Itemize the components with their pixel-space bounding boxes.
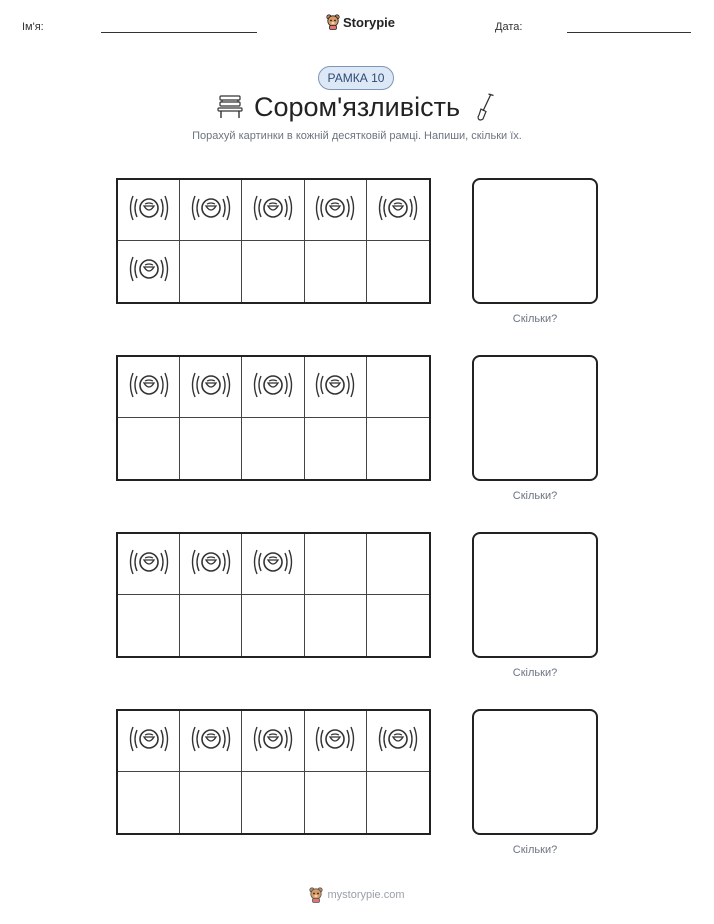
frame-cell (118, 418, 180, 479)
shy-face-icon (126, 368, 172, 407)
frame-cell (180, 418, 242, 479)
how-many-label: Скільки? (512, 490, 558, 502)
ten-frame (116, 709, 431, 835)
frame-cell (305, 418, 367, 479)
frame-cell (305, 357, 367, 418)
shy-face-icon (188, 368, 234, 407)
ten-frame (116, 178, 431, 304)
frame-cell (367, 180, 429, 241)
ten-frame (116, 355, 431, 481)
answer-box[interactable] (472, 709, 598, 835)
frame-cell (305, 595, 367, 656)
frame-cell (367, 418, 429, 479)
shy-face-icon (250, 545, 296, 584)
frame-cell (242, 534, 304, 595)
frame-cell (118, 180, 180, 241)
footer-site: mystorypie.com (327, 889, 405, 901)
bear-mascot-icon (326, 14, 340, 30)
frame-cell (118, 357, 180, 418)
answer-box[interactable] (472, 178, 598, 304)
frame-cell (118, 711, 180, 772)
frame-cell (367, 711, 429, 772)
name-label: Ім'я: (22, 21, 44, 33)
shy-face-icon (188, 191, 234, 230)
how-many-label: Скільки? (512, 667, 558, 679)
shy-face-icon (250, 191, 296, 230)
frame-cell (180, 711, 242, 772)
frame-cell (242, 357, 304, 418)
shy-face-icon (250, 722, 296, 761)
shy-face-icon (312, 722, 358, 761)
shy-face-icon (126, 545, 172, 584)
shy-face-icon (312, 191, 358, 230)
frame-cell (242, 772, 304, 833)
shy-face-icon (126, 722, 172, 761)
instructions: Порахуй картинки в кожній десятковій рамці. Напиши, скільки їх. (192, 130, 522, 142)
frame-cell (242, 180, 304, 241)
how-many-label: Скільки? (512, 313, 558, 325)
answer-box[interactable] (472, 355, 598, 481)
shy-face-icon (312, 368, 358, 407)
frame-cell (305, 711, 367, 772)
shy-face-icon (375, 191, 421, 230)
date-line[interactable] (567, 32, 691, 33)
how-many-label: Скільки? (512, 844, 558, 856)
frame-cell (367, 595, 429, 656)
frame-cell (118, 595, 180, 656)
shy-face-icon (188, 545, 234, 584)
shy-face-icon (375, 722, 421, 761)
frame-cell (305, 241, 367, 302)
frame-cell (305, 534, 367, 595)
frame-badge: РАМКА 10 (318, 66, 394, 90)
shy-face-icon (126, 252, 172, 291)
answer-box[interactable] (472, 532, 598, 658)
frame-cell (242, 241, 304, 302)
shy-face-icon (126, 191, 172, 230)
frame-cell (180, 357, 242, 418)
brand-logo (326, 14, 395, 30)
footer (0, 887, 714, 903)
frame-cell (180, 241, 242, 302)
frame-cell (305, 180, 367, 241)
shy-face-icon (250, 368, 296, 407)
frame-cell (242, 711, 304, 772)
bear-mascot-icon (309, 887, 323, 903)
frame-cell (242, 595, 304, 656)
frame-cell (305, 772, 367, 833)
frame-cell (367, 241, 429, 302)
ten-frame (116, 532, 431, 658)
frame-cell (180, 534, 242, 595)
shovel-icon (474, 92, 496, 122)
frame-cell (367, 357, 429, 418)
frame-cell (180, 595, 242, 656)
frame-cell (180, 772, 242, 833)
date-label: Дата: (495, 21, 523, 33)
worksheet-title: Сором'язливість (253, 92, 461, 122)
frame-cell (180, 180, 242, 241)
frame-cell (242, 418, 304, 479)
frame-cell (367, 772, 429, 833)
frame-cell (118, 534, 180, 595)
frame-cell (118, 772, 180, 833)
name-line[interactable] (101, 32, 257, 33)
shy-face-icon (188, 722, 234, 761)
brand-name: Storypie (343, 14, 396, 30)
frame-cell (367, 534, 429, 595)
frame-cell (118, 241, 180, 302)
